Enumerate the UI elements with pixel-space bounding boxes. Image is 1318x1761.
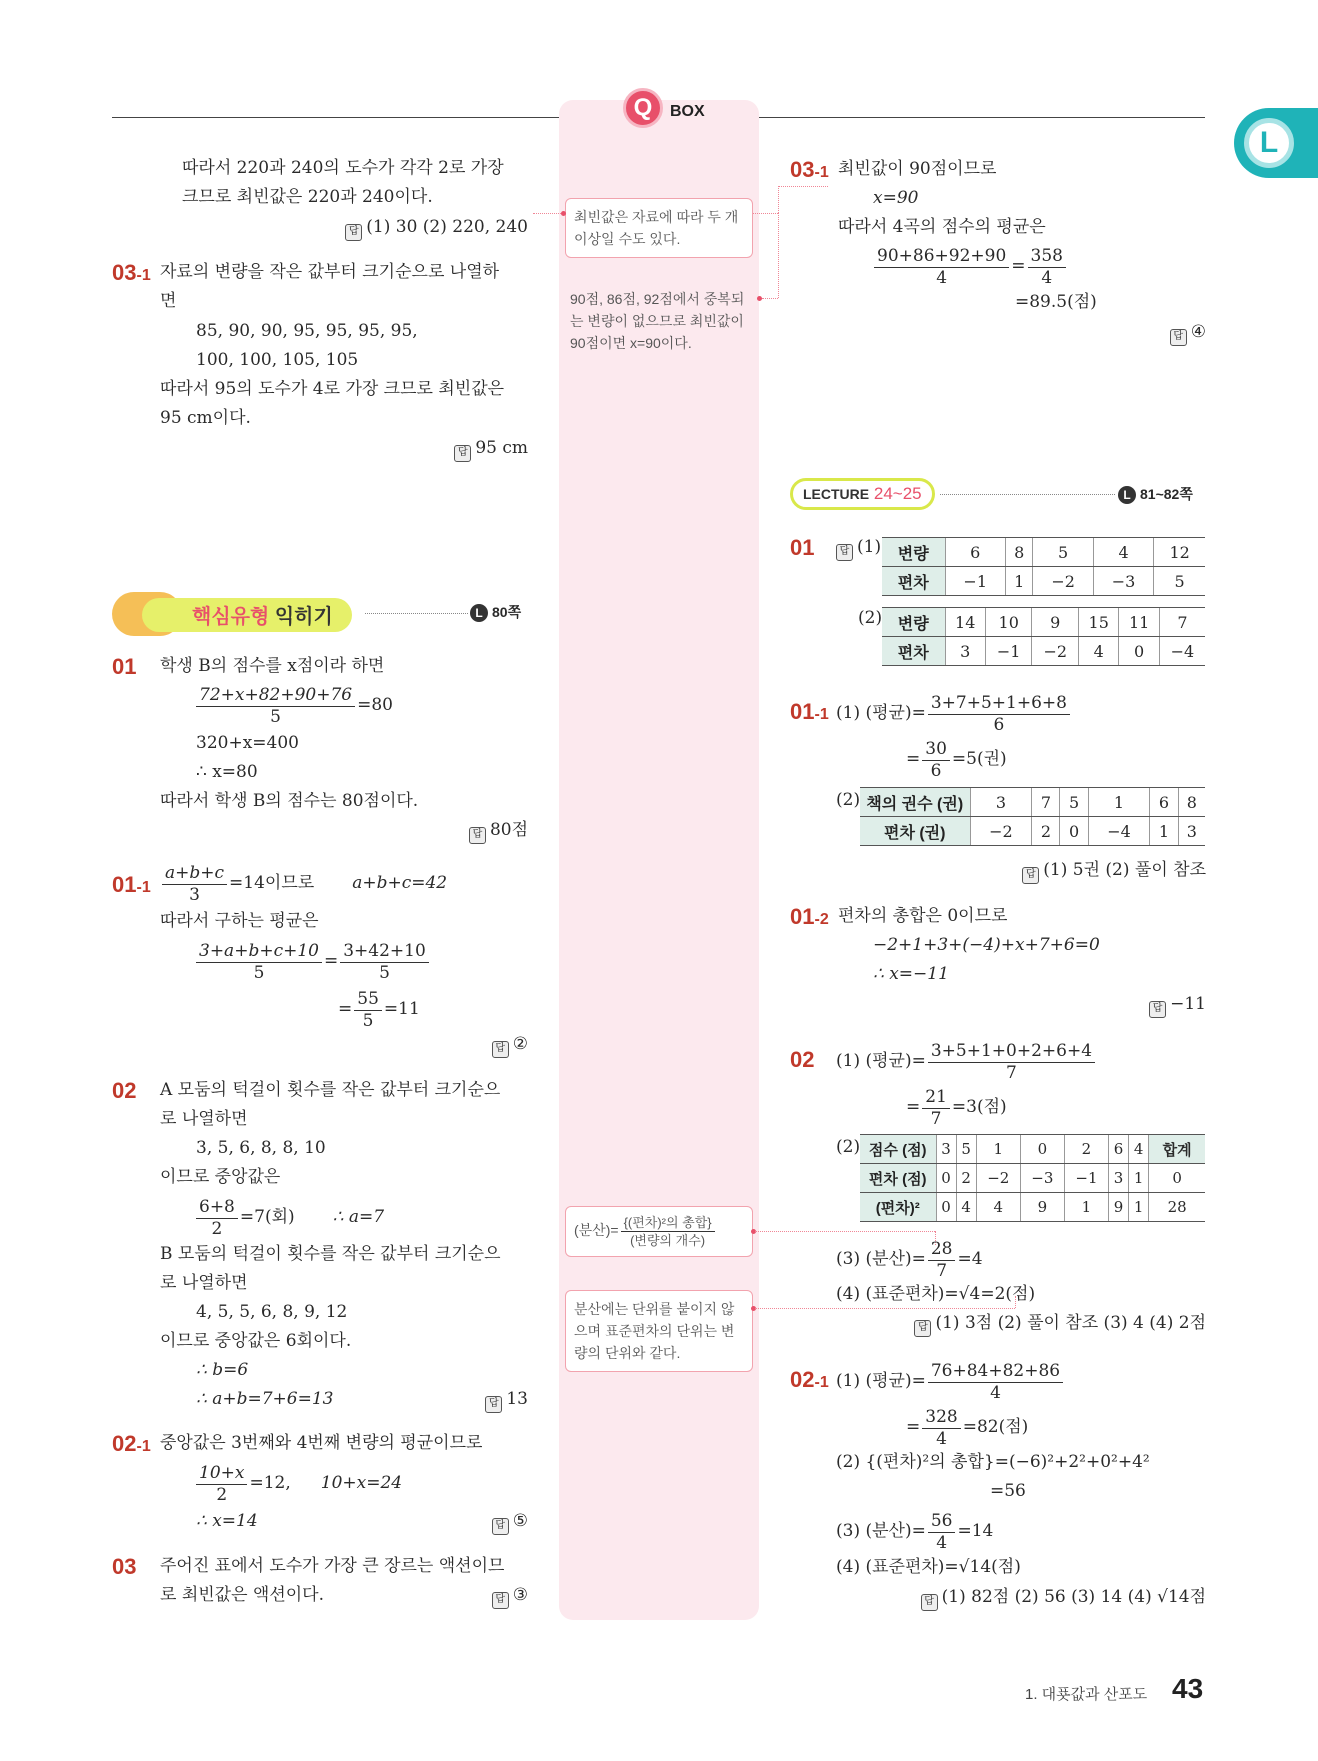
- answer: 답 (1) 82점 (2) 56 (3) 14 (4) √14점: [921, 1583, 1206, 1612]
- problem-number: 01: [112, 654, 137, 679]
- answer-icon: 답: [492, 1592, 509, 1609]
- answer: 답 13: [485, 1385, 528, 1414]
- equation: = $\frac{55}{5}$ =11: [338, 989, 420, 1031]
- connector-line: [762, 298, 778, 299]
- text-line: 주어진 표에서 도수가 가장 큰 장르는 액션이므: [160, 1556, 505, 1576]
- text-line: 따라서 구하는 평균은: [160, 911, 319, 931]
- answer-icon: 답: [454, 445, 471, 462]
- page-number: 43: [1172, 1673, 1204, 1704]
- answer: 답 ④: [1170, 318, 1206, 347]
- text-line: 최빈값이 90점이므로: [838, 159, 997, 179]
- qbox-label: BOX: [670, 103, 705, 120]
- equation: x=90: [873, 188, 919, 208]
- table-row: 편차 3 −1 −2 4 0 −4: [882, 637, 1205, 666]
- problem-number: 02: [790, 1047, 815, 1072]
- equation: $\frac{3+a+b+c+10}{5}$ = $\frac{3+42+10}{5}$: [194, 940, 431, 983]
- equation: $\frac{6+8}{2}$ =7(회) ∴ a=7: [194, 1196, 384, 1239]
- text-line: 로 나열하면: [160, 1273, 248, 1293]
- answer: 답 −11: [1149, 990, 1206, 1019]
- part-label: 답 (1): [836, 533, 881, 562]
- part-label: (2): [836, 790, 861, 810]
- equation: ∴ b=6: [196, 1360, 249, 1380]
- answer: 답 80점: [469, 816, 528, 845]
- deviation-table: [860, 1134, 1205, 1222]
- answer: 답 (1) 30 (2) 220, 240: [345, 213, 528, 242]
- text-line: 자료의 변량을 작은 값부터 크기순으로 나열하: [160, 262, 500, 282]
- equation: 320+x=400: [196, 733, 299, 753]
- problem-number: 03: [112, 1554, 137, 1579]
- equation: (1) (평균)= $\frac{3+5+1+0+2+6+4}{7}$: [836, 1040, 1097, 1083]
- lecture-l-icon: L: [470, 604, 488, 622]
- data-list: 85, 90, 90, 95, 95, 95, 95,: [196, 321, 418, 341]
- text-line: 중앙값은 3번째와 4번째 변량의 평균이므로: [160, 1433, 483, 1453]
- answer: 답 95 cm: [454, 434, 528, 463]
- equation: =89.5(점): [1015, 292, 1097, 312]
- text-line: 이므로 중앙값은 6회이다.: [160, 1331, 352, 1351]
- connector-line: [778, 213, 779, 298]
- table-row: 변량 14 10 9 15 11 7: [882, 608, 1205, 637]
- deviation-table: [860, 787, 1205, 846]
- data-list: 100, 100, 105, 105: [196, 350, 359, 370]
- text-line: 따라서 학생 B의 점수는 80점이다.: [160, 791, 419, 811]
- text-line: 이므로 중앙값은: [160, 1167, 281, 1187]
- intro-line: 크므로 최빈값은 220과 240이다.: [182, 187, 433, 207]
- table-row: 책의 권수 (권) 3 7 5 1 6 8: [860, 788, 1205, 817]
- deviation-table: [882, 537, 1205, 596]
- answer-icon: 답: [492, 1518, 509, 1535]
- answer: 답 ②: [492, 1030, 528, 1059]
- answer-icon: 답: [1149, 1001, 1166, 1018]
- problem-number: 03-1: [112, 260, 151, 285]
- connector-dot: [561, 211, 566, 216]
- equation: −2+1+3+(−4)+x+7+6=0: [873, 935, 1100, 955]
- table-row: (편차)² 0 4 4 9 1 9 1 28: [860, 1193, 1205, 1222]
- table-row: 편차 (권) −2 2 0 −4 1 3: [860, 817, 1205, 846]
- answer: 답 ③: [492, 1581, 528, 1610]
- answer-icon: 답: [345, 224, 362, 241]
- answer-icon: 답: [836, 544, 853, 561]
- problem-number: 02-1: [112, 1431, 151, 1456]
- table-row: 점수 (점) 3 5 1 0 2 6 4 합계: [860, 1135, 1205, 1164]
- equation: ∴ x=14: [196, 1511, 258, 1531]
- equation: $\frac{90+86+92+90}{4}$ = $\frac{358}{4}$: [872, 245, 1068, 288]
- answer: 답 ⑤: [492, 1507, 528, 1536]
- text-line: 면: [160, 291, 177, 311]
- equation: $\frac{72+x+82+90+76}{5}$ =80: [194, 684, 393, 727]
- text-line: B 모둠의 턱걸이 횟수를 작은 값부터 크기순으: [160, 1244, 501, 1264]
- qbox-note: 분산에는 단위를 붙이지 않으며 표준편차의 단위는 변량의 단위와 같다.: [565, 1290, 753, 1372]
- text-line: 95 cm이다.: [160, 408, 251, 428]
- problem-number: 01-1: [790, 699, 829, 724]
- connector-line: [753, 213, 778, 214]
- problem-number: 03-1: [790, 157, 829, 182]
- equation: (2) {(편차)²의 총합}=(−6)²+2²+0²+4²: [836, 1452, 1150, 1472]
- text-line: A 모둠의 턱걸이 횟수를 작은 값부터 크기순으: [160, 1080, 501, 1100]
- text-line: 로 최빈값은 액션이다.: [160, 1585, 325, 1605]
- section-page-ref: L 80쪽: [470, 602, 521, 622]
- equation: (1) (평균)= $\frac{3+7+5+1+6+8}{6}$: [836, 692, 1072, 735]
- text-line: 로 나열하면: [160, 1109, 248, 1129]
- answer: 답 (1) 3점 (2) 풀이 참조 (3) 4 (4) 2점: [914, 1309, 1206, 1338]
- text-line: 따라서 4곡의 점수의 평균은: [838, 217, 1046, 237]
- answer-icon: 답: [485, 1396, 502, 1413]
- problem-number: 01: [790, 535, 815, 560]
- part-label: (2): [836, 1137, 861, 1157]
- qbox-note-formula: (분산)= $\frac{\text{\{(편차)²의 총합\}}}{\text{(변량의 개수)}}$: [565, 1206, 753, 1257]
- problem-number: 01-1: [112, 872, 151, 897]
- intro-line: 따라서 220과 240의 도수가 각각 2로 가장: [182, 158, 504, 178]
- equation: ∴ a+b=7+6=13: [196, 1389, 334, 1409]
- equation: (4) (표준편차)=√14(점): [836, 1557, 1021, 1577]
- equation: $\frac{10+x}{2}$ =12, 10+x=24: [194, 1462, 402, 1505]
- table-row: 편차 (점) 0 2 −2 −3 −1 3 1 0: [860, 1164, 1205, 1193]
- equation: ∴ x=80: [196, 762, 258, 782]
- equation: = $\frac{30}{6}$ =5(권): [906, 739, 1007, 781]
- answer-icon: 답: [492, 1041, 509, 1058]
- equation: (3) (분산)= $\frac{56}{4}$ =14: [836, 1511, 994, 1553]
- qbox-badge: Q: [623, 88, 663, 128]
- answer-icon: 답: [1022, 867, 1039, 884]
- table-row: 변량 6 8 5 4 12: [882, 538, 1205, 567]
- equation: (3) (분산)= $\frac{28}{7}$ =4: [836, 1239, 983, 1281]
- side-tab-l-icon: L: [1234, 108, 1318, 178]
- connector-line: [755, 1231, 935, 1232]
- data-list: 3, 5, 6, 8, 8, 10: [196, 1138, 326, 1158]
- equation: ∴ x=−11: [873, 964, 949, 984]
- qbox-note: 90점, 86점, 92점에서 중복되는 변량이 없으므로 최빈값이 90점이면 x=90이다.: [570, 291, 745, 351]
- equation: $\frac{a+b+c}{3}$ =14이므로 a+b+c=42: [160, 862, 447, 905]
- text-line: 편차의 총합은 0이므로: [838, 906, 1008, 926]
- equation: (4) (표준편차)=√4=2(점): [836, 1284, 1036, 1304]
- problem-number: 01-2: [790, 904, 829, 929]
- part-label: (2): [858, 608, 883, 628]
- deviation-table: [882, 607, 1205, 666]
- equation: = $\frac{328}{4}$ =82(점): [906, 1407, 1029, 1449]
- lecture-page-ref: L 81~82쪽: [1118, 484, 1193, 504]
- answer-icon: 답: [921, 1594, 938, 1611]
- table-row: 편차 −1 1 −2 −3 5: [882, 567, 1205, 596]
- answer: 답 (1) 5권 (2) 풀이 참조: [1022, 856, 1206, 885]
- problem-number: 02-1: [790, 1367, 829, 1392]
- answer-icon: 답: [469, 827, 486, 844]
- equation: =56: [990, 1481, 1026, 1501]
- section-leader: [365, 613, 468, 614]
- text-line: 학생 B의 점수를 x점이라 하면: [160, 656, 385, 676]
- qbox-note: 최빈값은 자료에 따라 두 개 이상일 수도 있다.: [565, 198, 753, 258]
- lecture-leader: [940, 494, 1115, 495]
- equation: (1) (평균)= $\frac{76+84+82+86}{4}$: [836, 1360, 1065, 1403]
- connector-line: [778, 186, 779, 213]
- answer-icon: 답: [914, 1320, 931, 1337]
- footer-chapter: 1. 대푯값과 산포도: [1025, 1686, 1148, 1703]
- section-header: 핵심유형 익히기: [112, 592, 362, 636]
- lecture-badge: LECTURE 24~25: [790, 478, 935, 510]
- problem-number: 02: [112, 1078, 137, 1103]
- data-list: 4, 5, 5, 6, 8, 9, 12: [196, 1302, 348, 1322]
- equation: = $\frac{21}{7}$ =3(점): [906, 1087, 1007, 1129]
- answer-icon: 답: [1170, 329, 1187, 346]
- lecture-l-icon: L: [1118, 486, 1136, 504]
- text-line: 따라서 95의 도수가 4로 가장 크므로 최빈값은: [160, 379, 505, 399]
